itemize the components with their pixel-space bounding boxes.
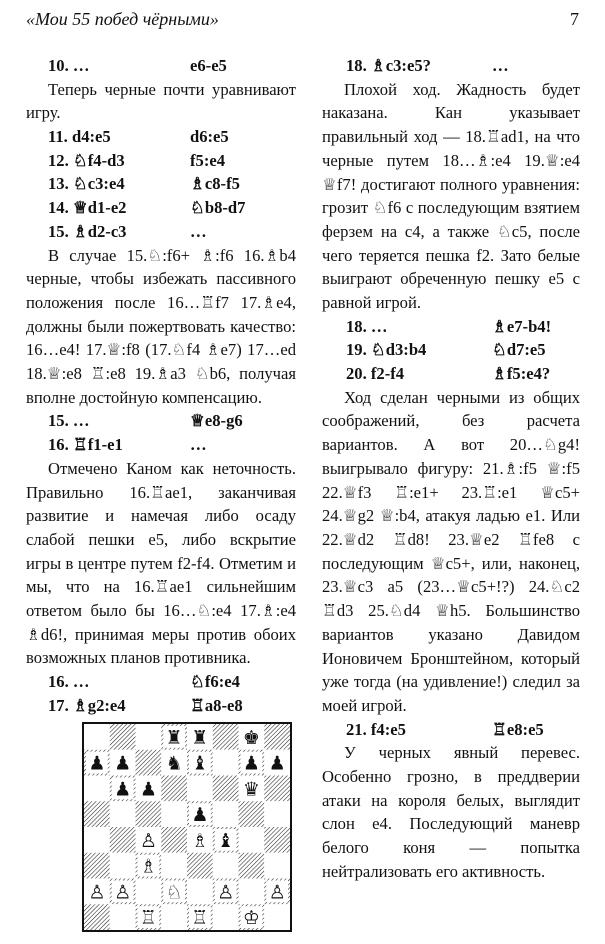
white-move: 14. ♕d1-e2 bbox=[48, 198, 127, 218]
page-number: 7 bbox=[570, 9, 579, 29]
chess-piece-c6: ♟ bbox=[139, 778, 157, 801]
chess-piece-b6: ♟ bbox=[114, 778, 132, 801]
light-square bbox=[213, 801, 239, 827]
dark-square bbox=[213, 724, 239, 750]
right-column bbox=[322, 54, 580, 884]
move-row bbox=[322, 718, 580, 742]
light-square bbox=[264, 904, 290, 930]
white-move: 21. f4:e5 bbox=[346, 719, 406, 739]
chess-piece-g1: ♔ bbox=[242, 907, 260, 930]
chess-piece-c4: ♙ bbox=[139, 829, 157, 852]
black-move: ♘d7:e5 bbox=[492, 340, 546, 360]
chess-piece-e7: ♝ bbox=[191, 752, 209, 775]
black-move: ♘b8-d7 bbox=[190, 198, 246, 218]
move-row bbox=[26, 670, 296, 694]
light-square bbox=[187, 879, 213, 905]
dark-square bbox=[84, 904, 110, 930]
light-square bbox=[161, 801, 187, 827]
white-move: 16. … bbox=[48, 672, 90, 692]
commentary-paragraph: Ход сделан черными из общих соображений, без расчета вариантов. А вот 20…♘g4! выигрывало фигуру: 21.♗:f5 ♕:f5 22.♕f3 ♖:e1+ 23.♖:e1 ♕c5+ 24.♕g2 ♕:b4, атакуя ладью e1. Или 22.♕d2 ♖d8! 23.♕e2 ♖fe8 с последующим ♕c5+, или, наконец, 23.♕c3 a5 (23…♕c5+!?) 24.♘c2 ♖d3 25.♘d4 ♕h5. Большинство вариантов указано Давидом Ионовичем Бронштейном, который уже тогда (на удивление!) следил за моей игрой. bbox=[322, 387, 580, 715]
black-move: ♖a8-e8 bbox=[190, 695, 243, 715]
white-move: 15. … bbox=[48, 411, 90, 431]
light-square bbox=[136, 724, 162, 750]
chess-piece-g6: ♛ bbox=[242, 778, 260, 801]
chess-piece-c3: ♗ bbox=[139, 855, 157, 878]
light-square bbox=[264, 801, 290, 827]
chess-piece-b2: ♙ bbox=[114, 881, 132, 904]
white-move: 13. ♘c3:e4 bbox=[48, 174, 125, 194]
light-square bbox=[239, 827, 265, 853]
dark-square bbox=[161, 776, 187, 802]
white-move: 17. ♗g2:e4 bbox=[48, 695, 126, 715]
black-move: e6-e5 bbox=[190, 56, 227, 75]
chess-piece-a7: ♟ bbox=[88, 752, 106, 775]
black-move: … bbox=[190, 221, 207, 241]
white-move: 15. ♗d2-c3 bbox=[48, 221, 127, 241]
chess-piece-h2: ♙ bbox=[268, 881, 286, 904]
dark-square bbox=[110, 724, 136, 750]
black-move: ♗f5:e4? bbox=[492, 364, 551, 384]
dark-square bbox=[264, 827, 290, 853]
black-move: ♗c8-f5 bbox=[190, 174, 240, 194]
black-move: … bbox=[190, 435, 207, 455]
move-row bbox=[26, 125, 296, 149]
light-square bbox=[161, 904, 187, 930]
light-square bbox=[213, 853, 239, 879]
chess-piece-d8: ♜ bbox=[165, 726, 183, 749]
dark-square bbox=[136, 750, 162, 776]
chess-piece-g8: ♚ bbox=[242, 726, 260, 749]
dark-square bbox=[187, 853, 213, 879]
commentary-paragraph: У черных явный перевес. Особенно грозно, в преддверии атаки на короля белых, выглядит слон e4. Последующий маневр белого коня — попытка нейтрализовать его активность. bbox=[322, 743, 580, 881]
white-move: 12. ♘f4-d3 bbox=[48, 150, 125, 170]
white-move: 10. … bbox=[48, 56, 90, 75]
light-square bbox=[161, 853, 187, 879]
dark-square bbox=[84, 853, 110, 879]
light-square bbox=[84, 724, 110, 750]
black-move: ♖e8:e5 bbox=[492, 719, 544, 739]
dark-square bbox=[239, 801, 265, 827]
chess-piece-f4: ♝ bbox=[217, 829, 235, 852]
chess-diagram bbox=[82, 722, 292, 932]
move-row bbox=[26, 149, 296, 173]
black-move: d6:e5 bbox=[190, 127, 229, 147]
black-move: ♗e7-b4! bbox=[492, 316, 552, 336]
move-row bbox=[322, 362, 580, 386]
dark-square bbox=[161, 827, 187, 853]
chess-piece-e8: ♜ bbox=[191, 726, 209, 749]
chess-piece-d2: ♘ bbox=[165, 881, 183, 904]
light-square bbox=[110, 801, 136, 827]
light-square bbox=[84, 776, 110, 802]
move-row bbox=[26, 54, 296, 78]
chess-piece-g7: ♟ bbox=[242, 752, 260, 775]
light-square bbox=[213, 750, 239, 776]
dark-square bbox=[264, 776, 290, 802]
light-square bbox=[239, 879, 265, 905]
commentary-paragraph: Отмечено Каном как неточность. Правильно 16.♖ae1, заканчивая развитие и намечая либо осаду слабой пешки e5, либо вскрытие игры в центре путем f2-f4. Отметим и мы, что на 16.♖ae1 сильнейшим ответом было бы 16…♘:e4 17.♗:e4 ♗d6!, принимая меры против обоих возможных планов противника. bbox=[26, 458, 296, 668]
chess-piece-e5: ♟ bbox=[191, 804, 209, 827]
light-square bbox=[136, 879, 162, 905]
book-title: «Мои 55 побед чёрными» bbox=[26, 9, 219, 29]
running-header bbox=[26, 6, 579, 32]
move-row bbox=[26, 409, 296, 433]
move-row bbox=[26, 694, 296, 718]
move-row bbox=[322, 315, 580, 339]
chess-piece-e1: ♖ bbox=[191, 907, 209, 930]
chess-piece-d7: ♞ bbox=[165, 752, 183, 775]
chess-piece-e4: ♗ bbox=[191, 829, 209, 852]
dark-square bbox=[213, 776, 239, 802]
light-square bbox=[84, 827, 110, 853]
white-move: 11. d4:e5 bbox=[48, 127, 111, 147]
commentary-paragraph: Теперь черные почти уравнивают игру. bbox=[26, 79, 296, 123]
light-square bbox=[110, 904, 136, 930]
white-move: 16. ♖f1-e1 bbox=[48, 435, 123, 455]
dark-square bbox=[264, 724, 290, 750]
dark-square bbox=[110, 827, 136, 853]
commentary-paragraph: Плохой ход. Жадность будет наказана. Кан указывает правильный ход — 18.♖ad1, на что черные путем 18…♗:e4 19.♕:e4 ♕f7! достигают полного уравнения: грозит ♘f6 с последующим взятием ферзем на c4, а также ♘c5, после чего теряется пешка f2. Зато белые выиграют обреченную пешку e5 с равной игрой. bbox=[322, 79, 580, 313]
chess-piece-f2: ♙ bbox=[217, 881, 235, 904]
black-move: ♘f6:e4 bbox=[190, 672, 240, 692]
white-move: 18. … bbox=[346, 316, 388, 336]
commentary-paragraph: В случае 15.♘:f6+ ♗:f6 16.♗b4 черные, чтобы избежать пассивного положения после 16…♖f7 17.♗e4, должны были пожертвовать качество: 16…e4! 17.♕:f8 (17.♘f4 ♗e7) 17…ed 18.♕:e8 ♖:e8 19.♗a3 ♘b6, получая вполне достойную компенсацию. bbox=[26, 245, 296, 407]
move-row bbox=[322, 54, 580, 78]
left-column bbox=[26, 54, 296, 718]
chess-piece-c1: ♖ bbox=[139, 907, 157, 930]
chess-piece-b7: ♟ bbox=[114, 752, 132, 775]
white-move: 20. f2-f4 bbox=[346, 364, 405, 384]
light-square bbox=[110, 853, 136, 879]
move-row bbox=[322, 338, 580, 362]
light-square bbox=[213, 904, 239, 930]
dark-square bbox=[84, 801, 110, 827]
dark-square bbox=[239, 853, 265, 879]
chess-piece-h7: ♟ bbox=[268, 752, 286, 775]
chess-piece-a2: ♙ bbox=[88, 881, 106, 904]
move-row bbox=[26, 220, 296, 244]
black-move: … bbox=[492, 56, 509, 75]
light-square bbox=[187, 776, 213, 802]
light-square bbox=[264, 853, 290, 879]
white-move: 19. ♘d3:b4 bbox=[346, 340, 427, 360]
dark-square bbox=[136, 801, 162, 827]
chess-board bbox=[84, 724, 290, 930]
move-row bbox=[26, 196, 296, 220]
white-move: 18. ♗c3:e5? bbox=[346, 56, 431, 75]
move-row bbox=[26, 172, 296, 196]
black-move: ♕e8-g6 bbox=[190, 411, 243, 431]
black-move: f5:e4 bbox=[190, 150, 226, 170]
move-row bbox=[26, 433, 296, 457]
